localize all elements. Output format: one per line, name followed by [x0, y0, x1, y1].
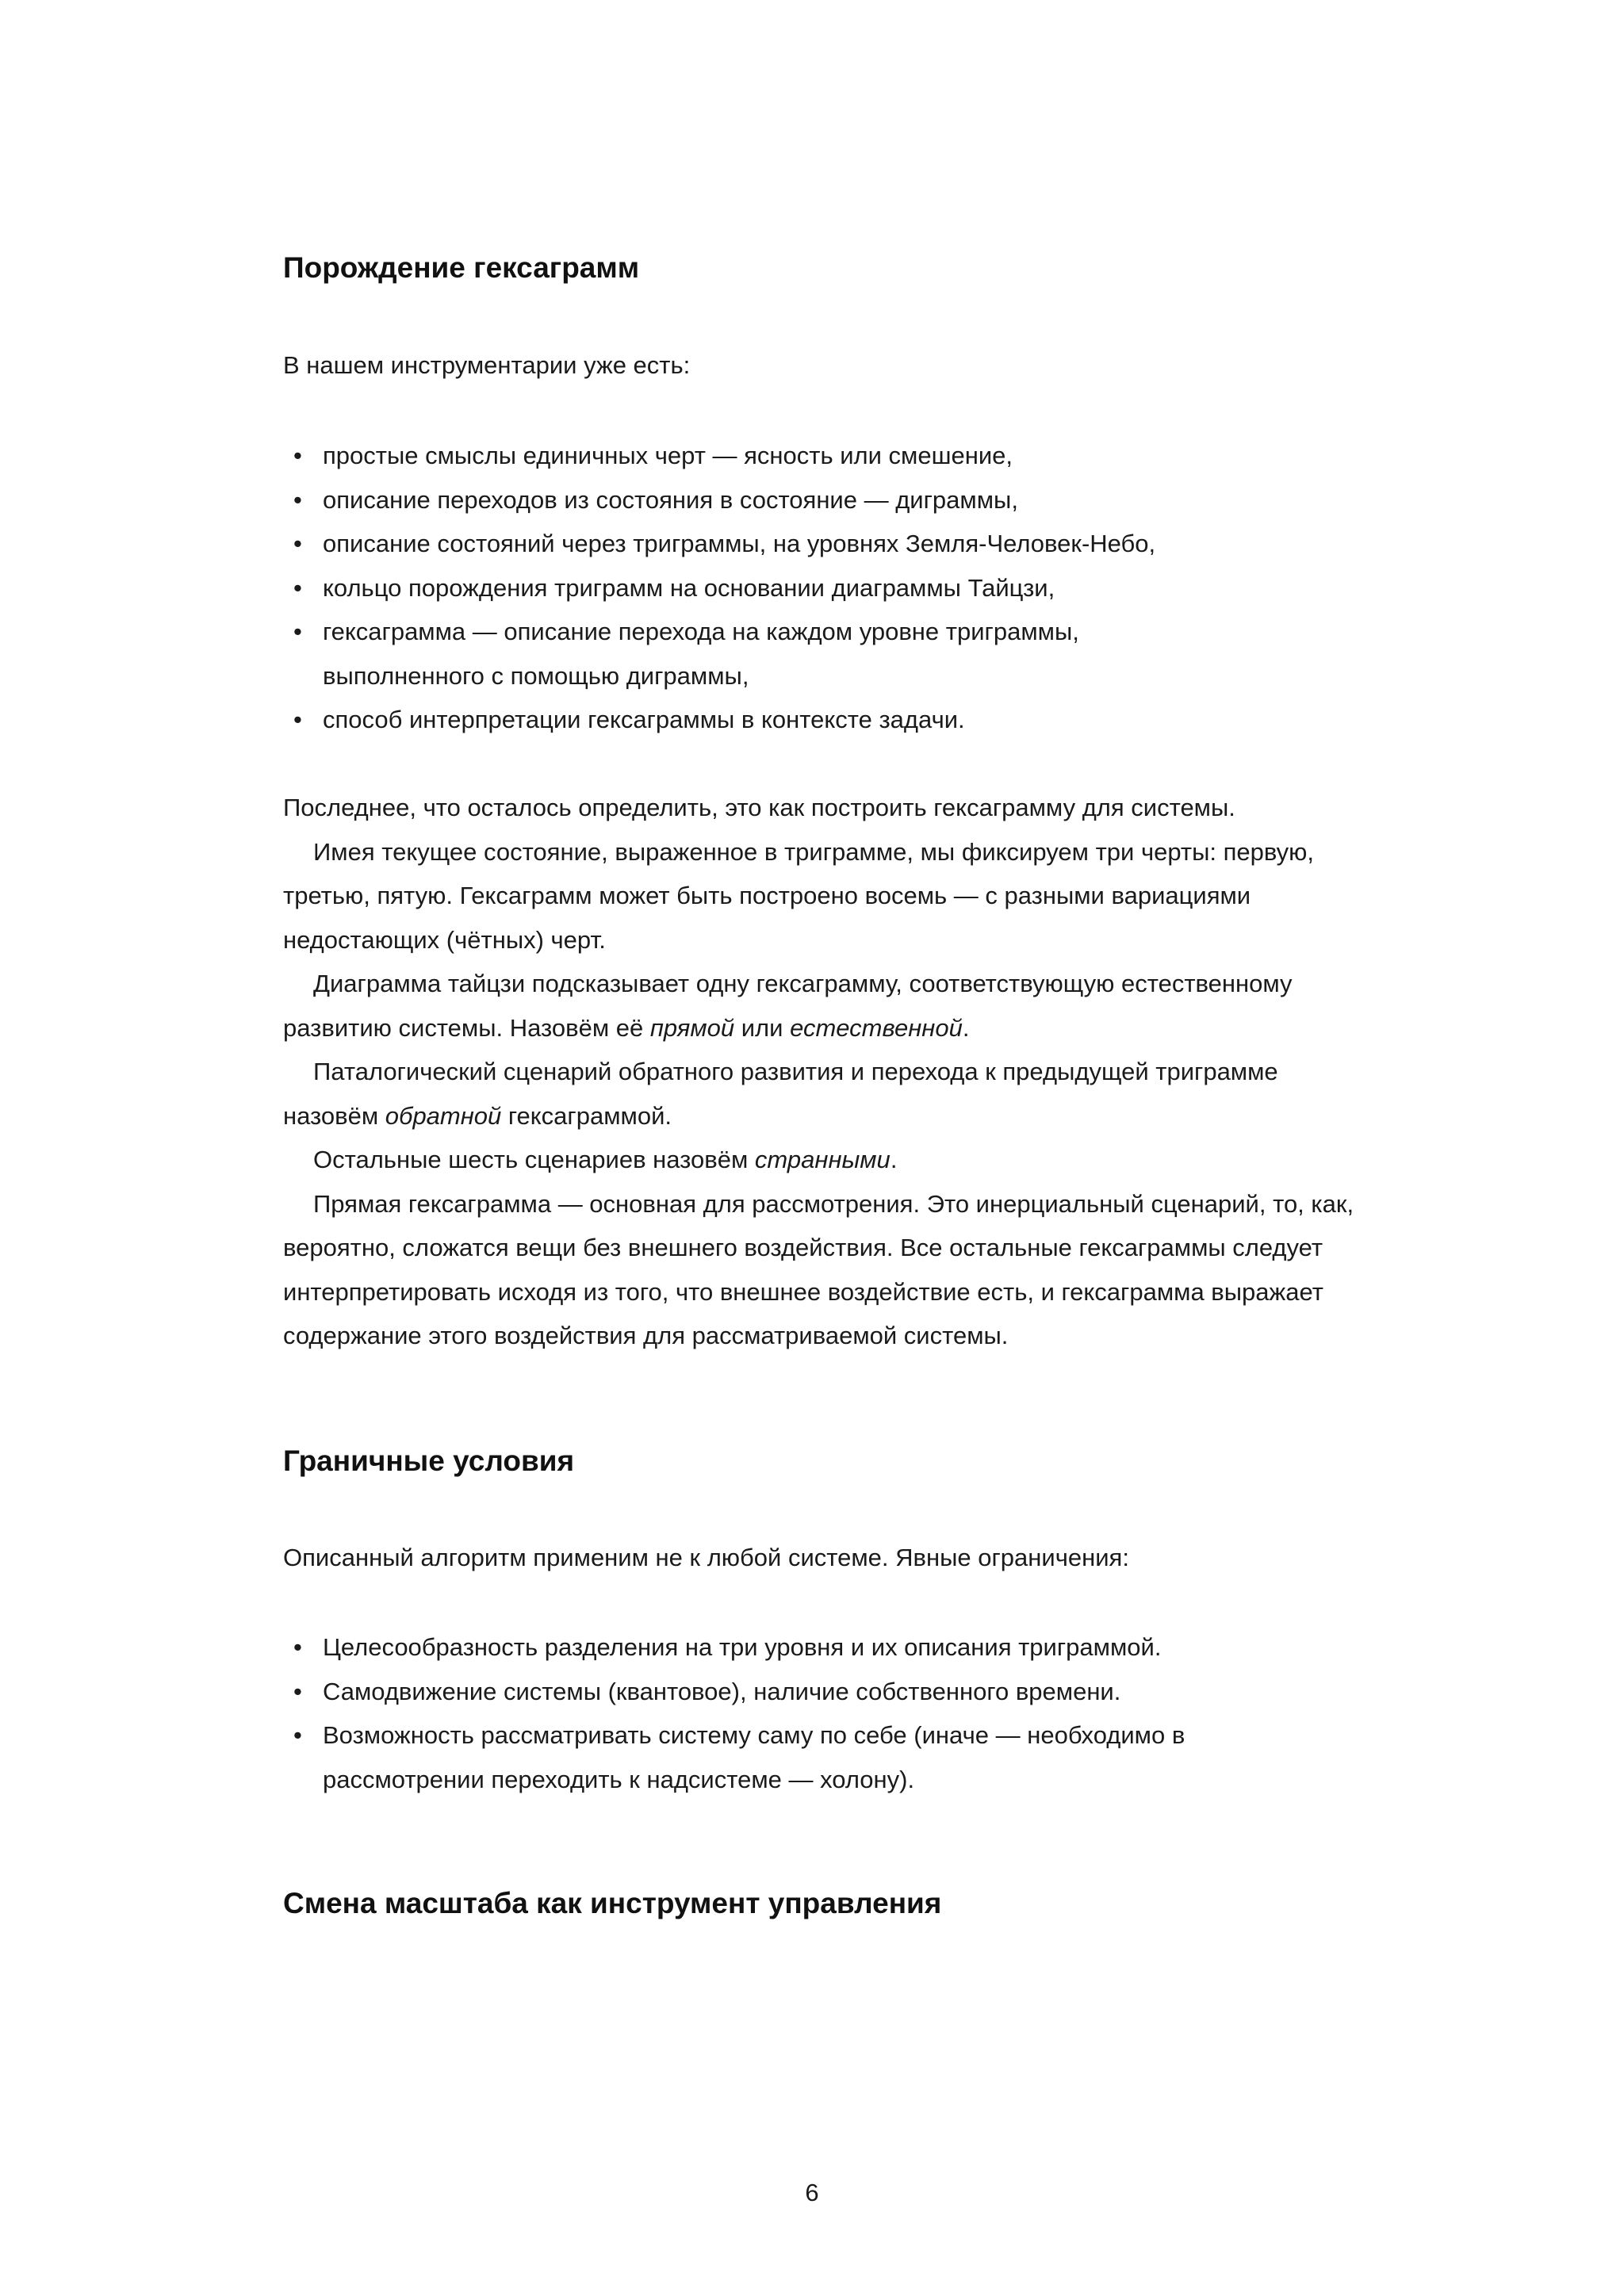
paragraph: Диаграмма тайцзи подсказывает одну гексаграмму, соответствующую естественному развитию системы. Назовём её прямой или естественной. [283, 970, 1293, 1042]
list-item: • Самодвижение системы (квантовое), наличие собственного времени. [283, 1670, 1362, 1714]
bullet-icon: • [293, 530, 302, 557]
paragraph: Имея текущее состояние, выраженное в триграмме, мы фиксируем три черты: первую, третью, пятую. Гексаграмм может быть построено восемь — с разными вариациями недостающих (чётных) черт. [283, 837, 1315, 954]
paragraph: Остальные шесть сценариев назовём странными. [313, 1146, 898, 1173]
section-intro: Описанный алгоритм применим не к любой системе. Явные ограничения: [283, 1544, 1129, 1571]
list-item: • кольцо порождения триграмм на основании диаграммы Тайцзи, [283, 566, 1362, 610]
paragraph: Последнее, что осталось определить, это как построить гексаграмму для системы. [283, 794, 1235, 821]
list-item: • простые смыслы единичных черт — ясность или смешение, [283, 434, 1362, 478]
bullet-icon: • [293, 573, 302, 602]
bullet-icon: • [293, 618, 302, 645]
bullet-icon: • [293, 706, 302, 733]
emphasis: прямой [649, 1013, 735, 1042]
bullet-icon: • [293, 442, 302, 469]
page-number: 6 [805, 2179, 819, 2206]
paragraph: Паталогический сценарий обратного развития и перехода к предыдущей триграмме назовём обратной гексаграммой. [283, 1058, 1278, 1130]
list-item: • Возможность рассматривать систему саму по себе (иначе — необходимо в рассмотрении переходить к надсистеме — холону). [283, 1713, 1362, 1801]
list-item: • описание переходов из состояния в состояние — диграммы, [283, 478, 1362, 522]
section-heading-hexagram-generation: Порождение гексаграмм [283, 251, 640, 284]
list-item: • способ интерпретации гексаграммы в контексте задачи. [283, 698, 1362, 742]
bullet-icon: • [293, 485, 302, 514]
bullet-icon: • [293, 1677, 302, 1705]
body-text [283, 786, 1362, 1358]
list-item: • гексаграмма — описание перехода на каждом уровне триграммы, выполненного с помощью диграммы, [283, 610, 1362, 698]
bullet-icon: • [293, 1721, 302, 1749]
list-item: • описание состояний через триграммы, на уровнях Земля-Человек-Небо, [283, 522, 1362, 566]
toolkit-list [283, 434, 1362, 742]
emphasis: естественной [790, 1013, 963, 1042]
section-heading-boundary-conditions: Граничные условия [283, 1445, 575, 1477]
emphasis: обратной [385, 1101, 502, 1130]
section-heading-scale-change: Смена масштаба как инструмент управления [283, 1887, 942, 1919]
emphasis: странными [754, 1146, 891, 1173]
paragraph: Прямая гексаграмма — основная для рассмотрения. Это инерциальный сценарий, то, как, вероятно, сложатся вещи без внешнего воздействия. Все остальные гексаграммы следует интерпретировать исходя из того, что внешнее воздействие есть, и гексаграмма выражает содержание этого воздействия для рассматриваемой системы. [283, 1189, 1354, 1349]
constraints-list [283, 1625, 1362, 1801]
list-item: • Целесообразность разделения на три уровня и их описания триграммой. [283, 1625, 1362, 1670]
bullet-icon: • [293, 1633, 302, 1661]
section-intro: В нашем инструментарии уже есть: [283, 351, 691, 379]
